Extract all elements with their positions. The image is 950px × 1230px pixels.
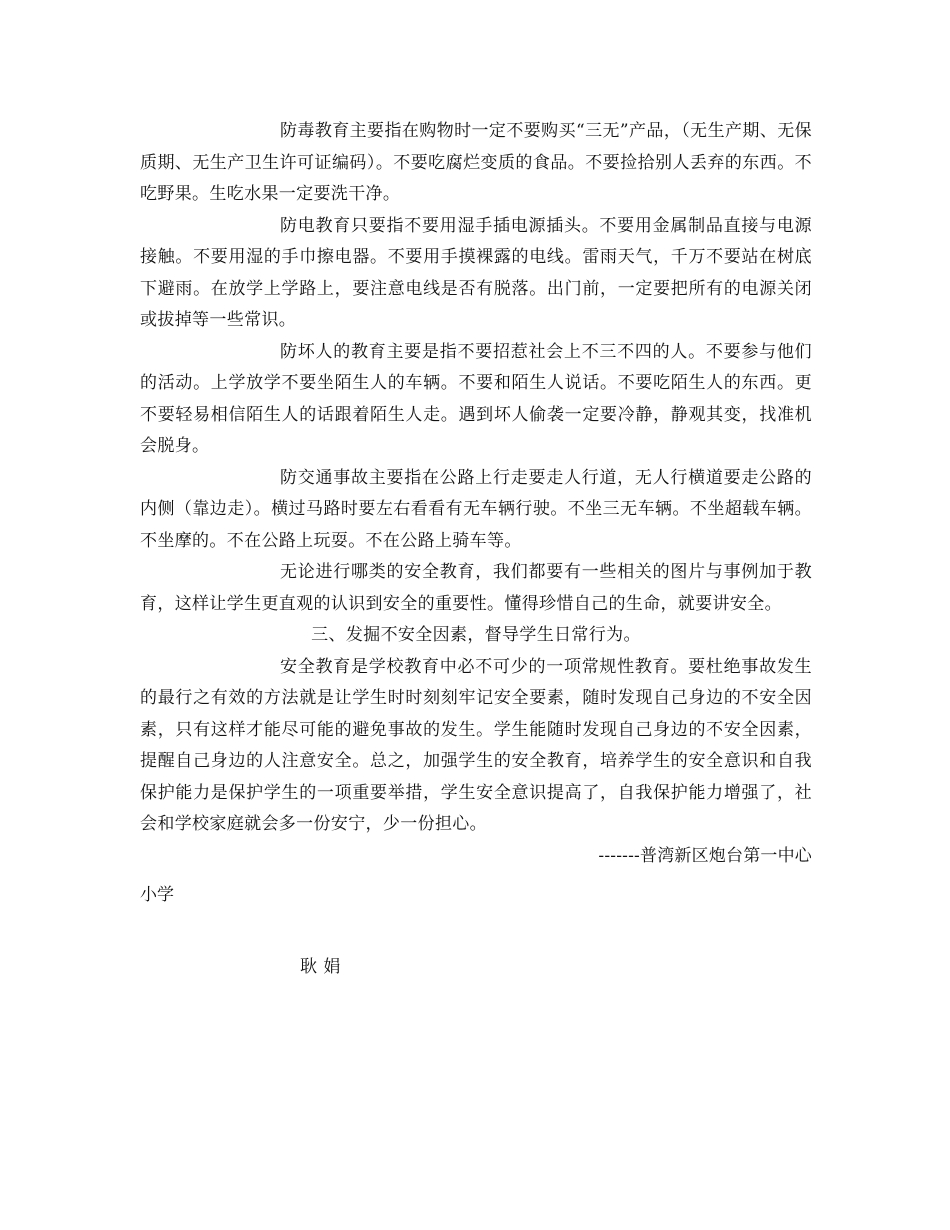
paragraph-traffic-safety: 防交通事故主要指在公路上行走要走人行道，无人行横道要走公路的内侧（靠边走）。横过马路时要左右看看有无车辆行驶。不坐三无车辆。不坐超载车辆。不坐摩的。不在公路上玩耍。不在公路上骑车等。 [140,467,812,551]
signature-author: 耿 娟 [300,956,341,977]
signature-organization: -------普湾新区炮台第一中心 [598,845,812,866]
paragraph-closing: 安全教育是学校教育中必不可少的一项常规性教育。要杜绝事故发生的最行之有效的方法就是让学生时时刻刻牢记安全要素，随时发现自己身边的不安全因素，只有这样才能尽可能的避免事故的发生。学生能随时发现自己身边的不安全因素，提醒自己身边的人注意安全。总之，加强学生的安全教育，培养学生的安全意识和自我保护能力是保护学生的一项重要举措，学生安全意识提高了，自我保护能力增强了，社会和学校家庭就会多一份安宁，少一份担心。 [140,656,812,834]
paragraph-stranger-safety: 防坏人的教育主要是指不要招惹社会上不三不四的人。不要参与他们的活动。上学放学不要坐陌生人的车辆。不要和陌生人说话。不要吃陌生人的东西。更不要轻易相信陌生人的话跟着陌生人走。遇到坏人偷袭一定要冷静，静观其变，找准机会脱身。 [140,341,812,456]
signature-organization-tail: 小学 [140,885,174,905]
document-page [140,116,812,983]
paragraph-visual-education: 无论进行哪类的安全教育，我们都要有一些相关的图片与事例加于教育，这样让学生更直观的认识到安全的重要性。懂得珍惜自己的生命，就要讲安全。 [140,562,812,614]
paragraph-poison-safety: 防毒教育主要指在购物时一定不要购买“三无”产品，（无生产期、无保质期、无生产卫生许可证编码）。不要吃腐烂变质的食品。不要捡拾别人丢弃的东西。不吃野果。生吃水果一定要洗干净。 [140,121,812,204]
section-heading: 三、发掘不安全因素，督导学生日常行为。 [311,625,641,645]
paragraph-electric-safety: 防电教育只要指不要用湿手插电源插头。不要用金属制品直接与电源接触。不要用湿的手巾擦电器。不要用手摸裸露的电线。雷雨天气，千万不要站在树底下避雨。在放学上学路上，要注意电线是否有脱落。出门前，一定要把所有的电源关闭或拔掉等一些常识。 [140,215,812,330]
